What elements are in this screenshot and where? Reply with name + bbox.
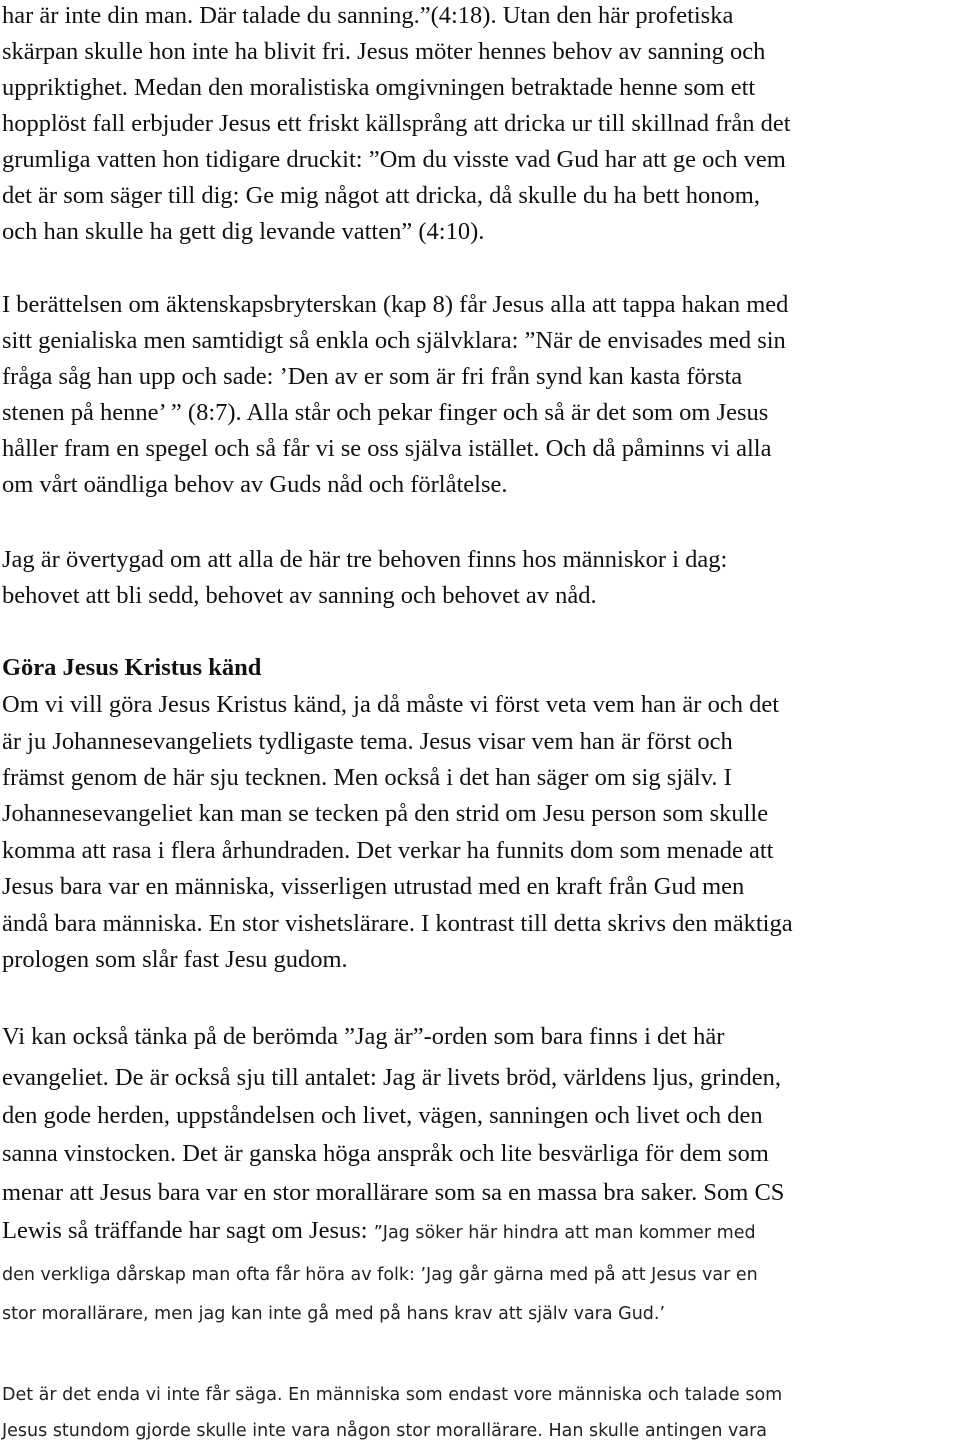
- text-line: främst genom de här sju tecknen. Men också i det han säger om sig själv. I: [2, 764, 732, 791]
- text-line: om vårt oändliga behov av Guds nåd och förlåtelse.: [2, 471, 508, 498]
- text-line: fråga såg han upp och sade: ’Den av er som är fri från synd kan kasta första: [2, 363, 743, 390]
- text-line: är ju Johannesevangeliets tydligaste tema. Jesus visar vem han är först och: [2, 728, 733, 755]
- text-line: komma att rasa i flera århundraden. Det verkar ha funnits dom som menade att: [2, 837, 774, 864]
- text-line: håller fram en spegel och så får vi se oss själva istället. Och då påminns vi alla: [2, 435, 772, 462]
- text-line: menar att Jesus bara var en stor morallärare som sa en massa bra saker. Som CS: [2, 1179, 785, 1206]
- text-line: prologen som slår fast Jesu gudom.: [2, 946, 348, 973]
- text-segment-serif: Lewis så träffande har sagt om Jesus:: [2, 1217, 374, 1244]
- text-line: den gode herden, uppståndelsen och livet, vägen, sanningen och livet och den: [2, 1102, 763, 1129]
- text-line: I berättelsen om äktenskapsbryterskan (kap 8) får Jesus alla att tappa hakan med: [2, 291, 789, 318]
- text-line: Jesus bara var en människa, visserligen utrustad med en kraft från Gud men: [2, 873, 745, 900]
- text-line-sans: Det är det enda vi inte får säga. En människa som endast vore människa och talade som: [2, 1385, 783, 1405]
- section-heading: Göra Jesus Kristus känd: [2, 654, 262, 681]
- text-line: evangeliet. De är också sju till antalet: Jag är livets bröd, världens ljus, grinden,: [2, 1064, 782, 1091]
- quote-start: ”Jag söker här hindra att man kommer med: [373, 1223, 756, 1243]
- text-line-sans: Jesus stundom gjorde skulle inte vara någon stor morallärare. Han skulle antingen vara: [2, 1421, 767, 1441]
- text-line: behovet att bli sedd, behovet av sanning och behovet av nåd.: [2, 582, 597, 609]
- text-line: sanna vinstocken. Det är ganska höga anspråk och lite besvärliga för dem som: [2, 1140, 769, 1167]
- quote-line: den verkliga dårskap man ofta får höra av folk: ’Jag går gärna med på att Jesus var en: [2, 1265, 758, 1285]
- text-line-mixed: [2, 1216, 756, 1248]
- text-line: Jag är övertygad om att alla de här tre behoven finns hos människor i dag:: [2, 546, 728, 573]
- text-line: har är inte din man. Där talade du sanning.”(4:18). Utan den här profetiska: [2, 2, 734, 29]
- text-line: hopplöst fall erbjuder Jesus ett friskt källsprång att dricka ur till skillnad från det: [2, 110, 791, 137]
- text-line: Om vi vill göra Jesus Kristus känd, ja då måste vi först veta vem han är och det: [2, 691, 780, 718]
- text-line: det är som säger till dig: Ge mig något att dricka, då skulle du ha bett honom,: [2, 182, 760, 209]
- text-line: och han skulle ha gett dig levande vatten” (4:10).: [2, 218, 485, 245]
- text-line: Johannesevangeliet kan man se tecken på den strid om Jesu person som skulle: [2, 800, 769, 827]
- text-line: skärpan skulle hon inte ha blivit fri. Jesus möter hennes behov av sanning och: [2, 38, 766, 65]
- text-line: Vi kan också tänka på de berömda ”Jag är”-orden som bara finns i det här: [2, 1023, 725, 1050]
- text-line: stenen på henne’ ” (8:7). Alla står och pekar finger och så är det som om Jesus: [2, 399, 769, 426]
- text-line: grumliga vatten hon tidigare druckit: ”Om du visste vad Gud har att ge och vem: [2, 146, 786, 173]
- quote-line: stor morallärare, men jag kan inte gå med på hans krav att själv vara Gud.’: [2, 1304, 666, 1324]
- text-line: sitt genialiska men samtidigt så enkla och självklara: ”När de envisades med sin: [2, 327, 786, 354]
- text-line: ändå bara människa. En stor vishetslärare. I kontrast till detta skrivs den mäktiga: [2, 910, 793, 937]
- text-line: uppriktighet. Medan den moralistiska omgivningen betraktade henne som ett: [2, 74, 756, 101]
